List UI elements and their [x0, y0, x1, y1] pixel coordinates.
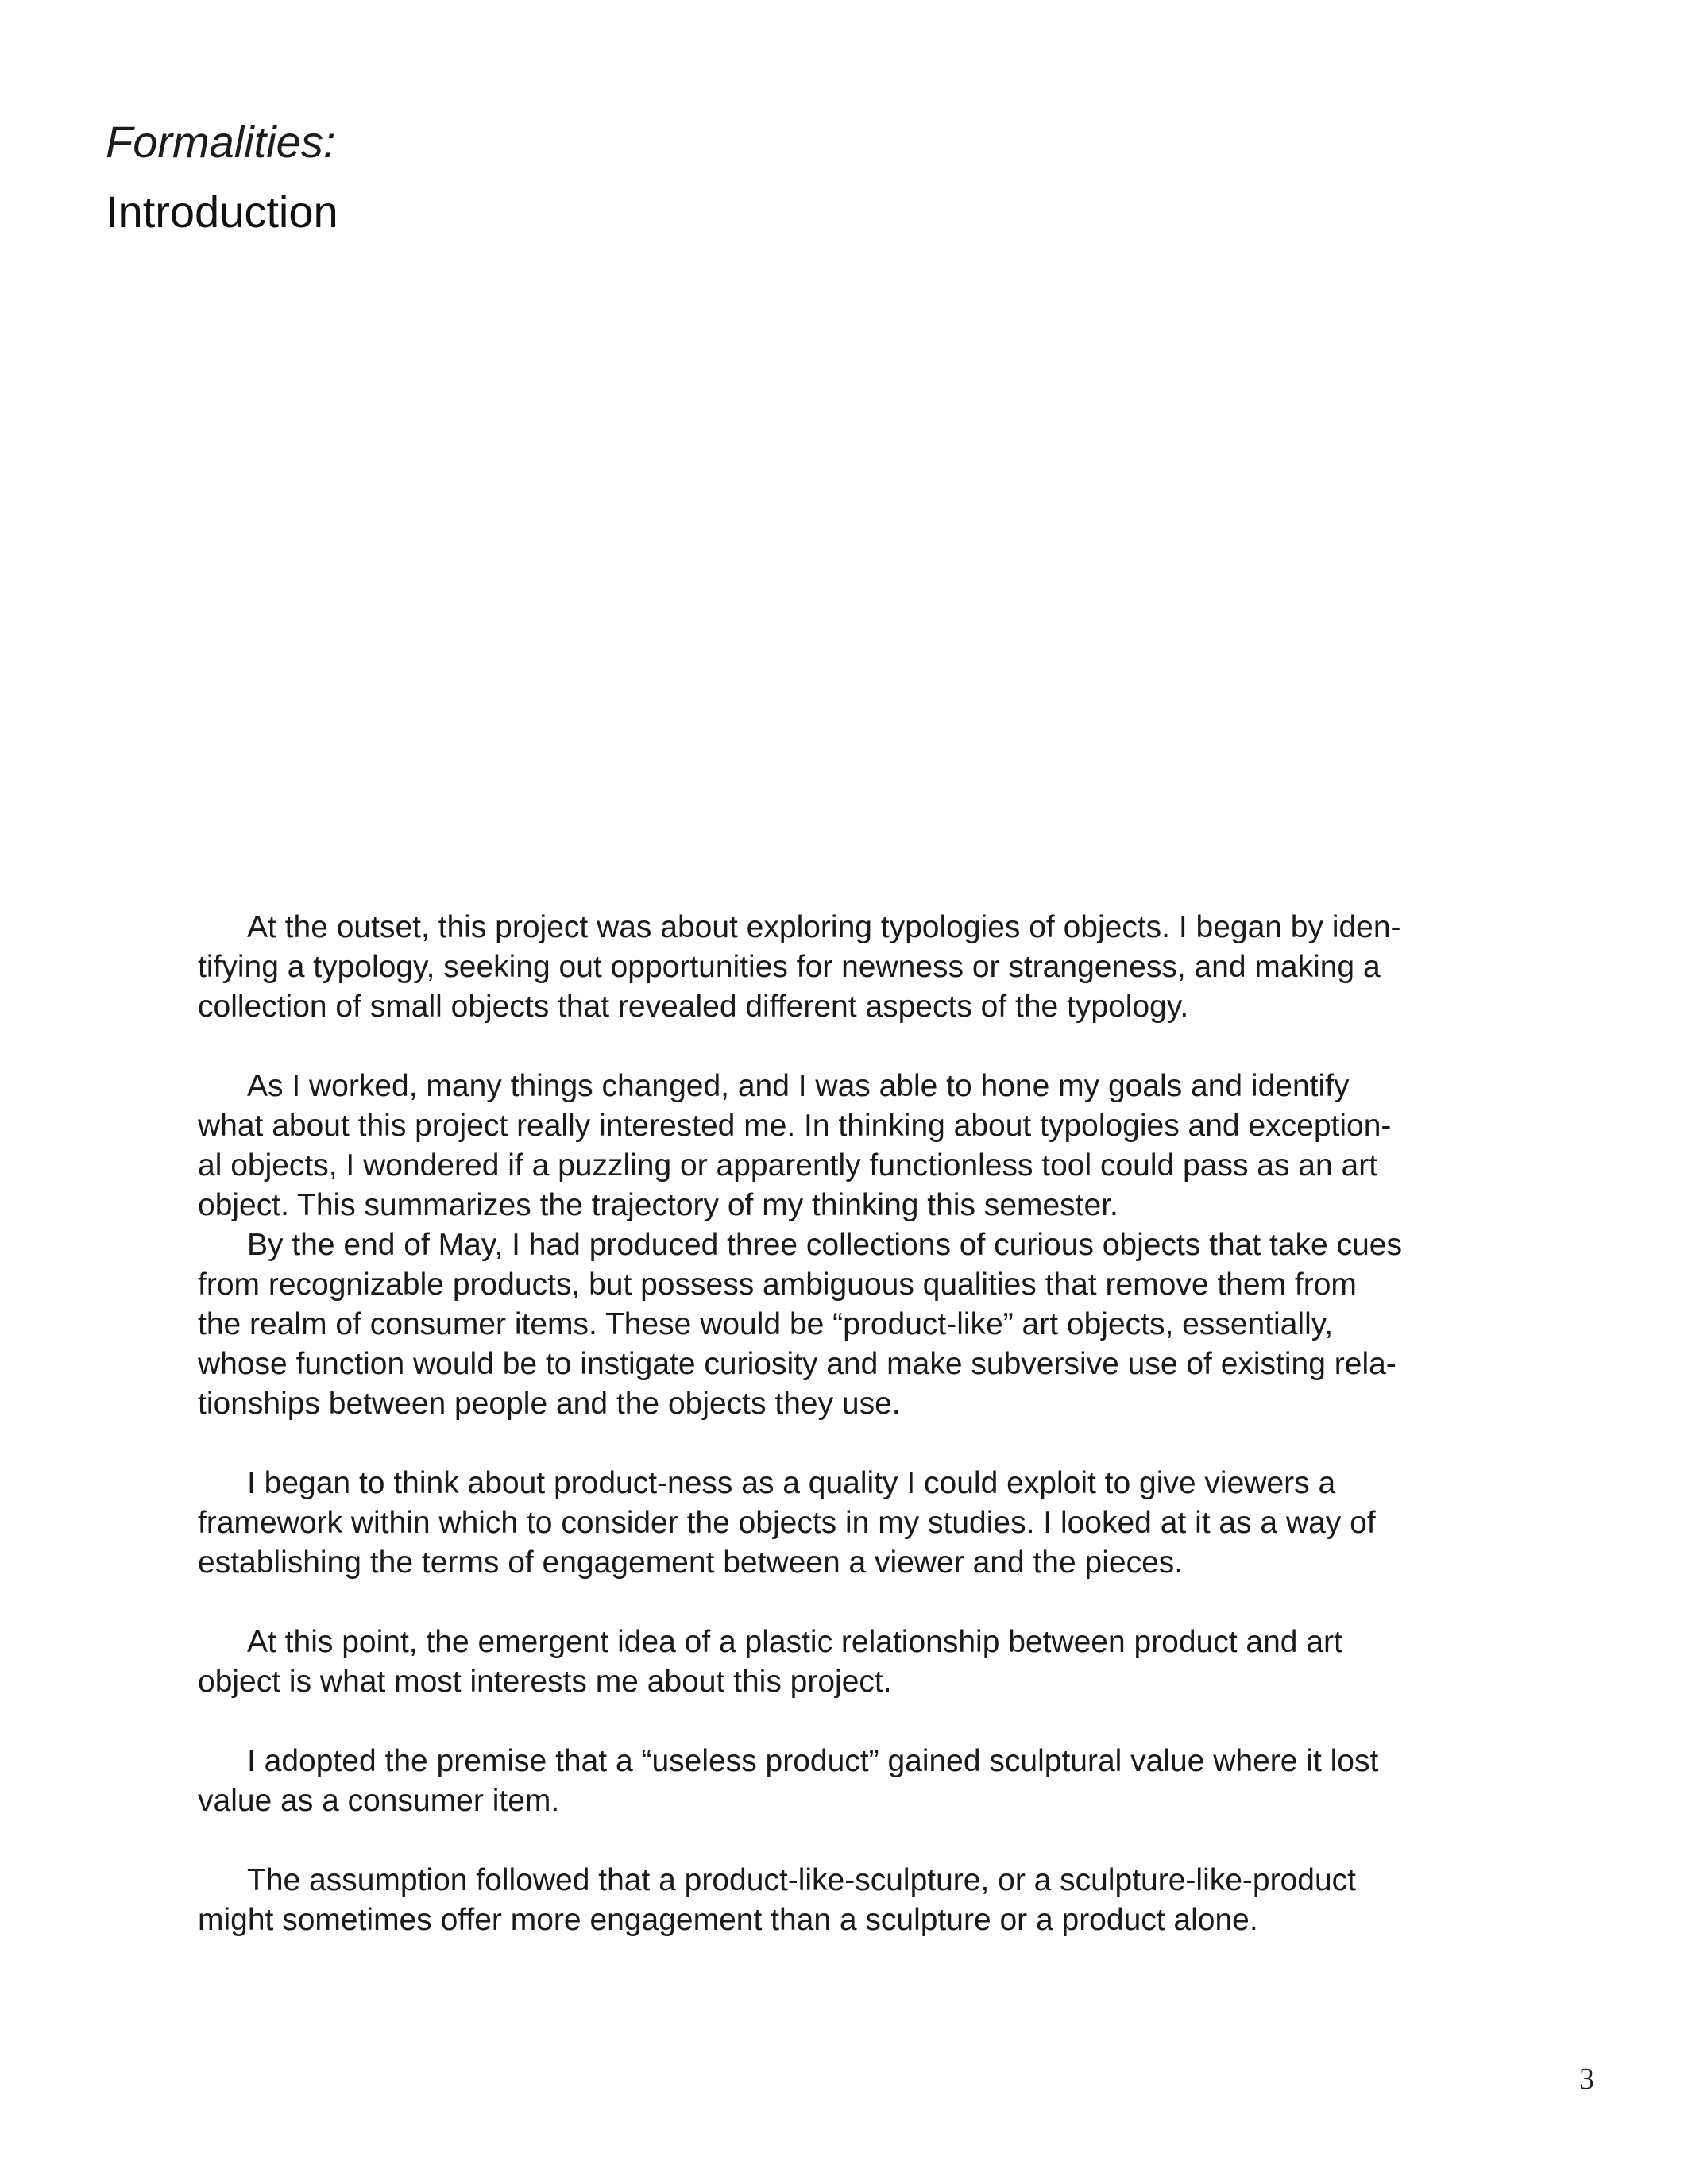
paragraph-5: At this point, the emergent idea of a plastic relationship between product and art object is what most interests me about this project. [198, 1625, 1342, 1699]
paragraph-2: As I worked, many things changed, and I was able to hone my goals and identify what about this project really interested me. In thinking about typologies and exception- al objects, I wondered if a puzzling or apparently functionless tool could pass as an art object. This summarizes the trajectory of my thinking this semester. [198, 1069, 1392, 1222]
body-text [198, 908, 1501, 1940]
paragraph-3: By the end of May, I had produced three collections of curious objects that take cues from recognizable products, but possess ambiguous qualities that remove them from the realm of consumer items. These would be “product-like” art objects, essentially, whose function would be to instigate curiosity and make subversive use of existing rela- tionships between people and the objects they use. [198, 1228, 1402, 1421]
paragraph-4: I began to think about product-ness as a quality I could exploit to give viewers a framework within which to consider the objects in my studies. I looked at it as a way of establishing the terms of engagement between a viewer and the pieces. [198, 1466, 1376, 1580]
section-label: Formalities: [106, 117, 336, 167]
paragraph-6: I adopted the premise that a “useless product” gained sculptural value where it lost value as a consumer item. [198, 1744, 1379, 1818]
page-header [106, 116, 338, 238]
page-number: 3 [1579, 2062, 1594, 2096]
paragraph-7: The assumption followed that a product-like-sculpture, or a sculpture-like-product might sometimes offer more engagement than a sculpture or a product alone. [198, 1863, 1357, 1937]
paragraph-1: At the outset, this project was about exploring typologies of objects. I began by iden- tifying a typology, seeking out opportunities for newness or strangeness, and making a collection of small objects that revealed different aspects of the typology. [198, 910, 1401, 1024]
page-title: Introduction [106, 187, 338, 237]
